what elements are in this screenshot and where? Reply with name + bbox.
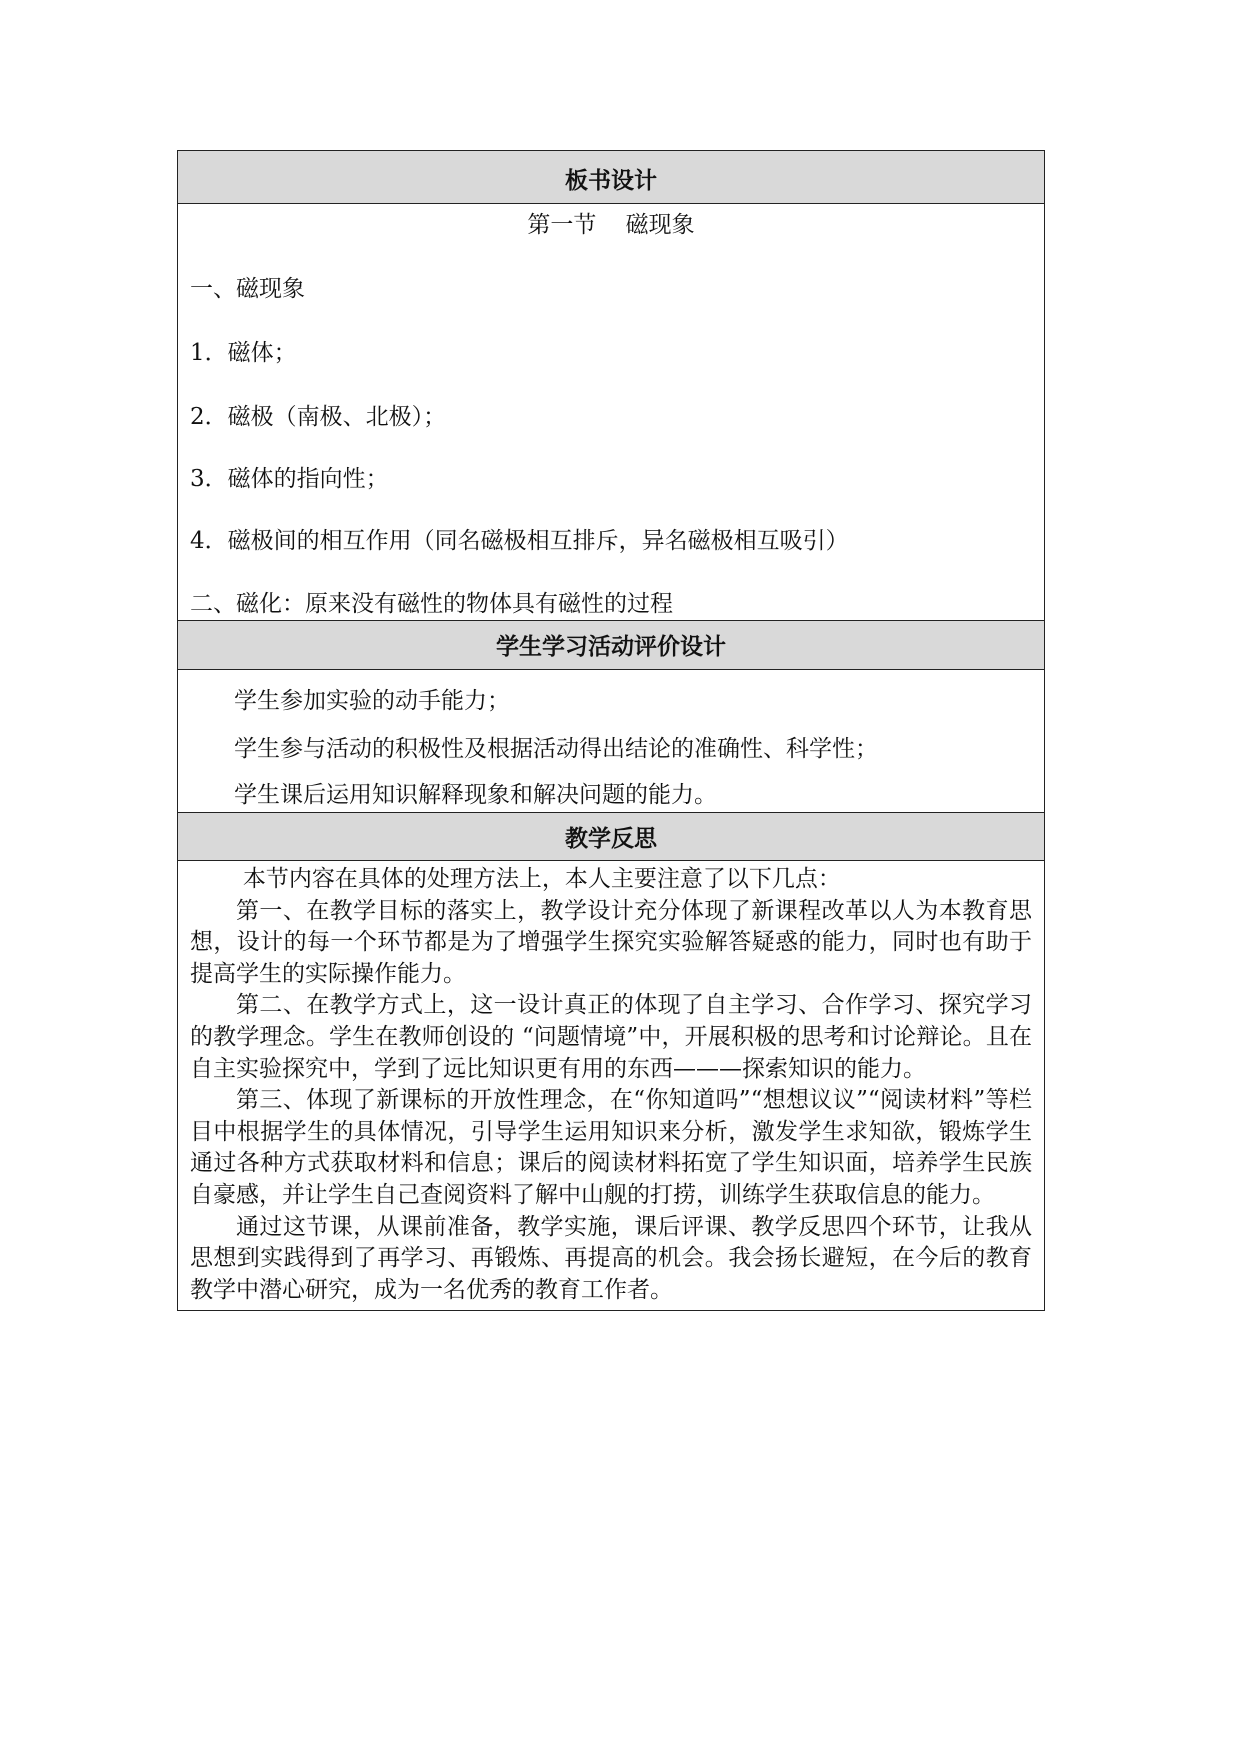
reflection-paragraph: 第三、体现了新课标的开放性理念，在“你知道吗”“想想议议”“阅读材料”等栏目中根据学生的具体情况，引导学生运用知识来分析，激发学生求知欲，锻炼学生通过各种方式获取材料和信息；课后的阅读材料拓宽了学生知识面，培养学生民族自豪感，并让学生自己查阅资料了解中山舰的打捞，训练学生获取信息的能力。 xyxy=(190,1087,1032,1208)
reflection-paragraph: 通过这节课，从课前准备，教学实施，课后评课、教学反思四个环节，让我从思想到实践得到了再学习、再锻炼、再提高的机会。我会扬长避短，在今后的教育教学中潜心研究，成为一名优秀的教育工作者。 xyxy=(190,1213,1032,1303)
board-design-header: 板书设计 xyxy=(178,151,1044,204)
teaching-reflection-header: 教学反思 xyxy=(178,813,1044,861)
reflection-paragraph: 本节内容在具体的处理方法上，本人主要注意了以下几点： xyxy=(242,866,841,892)
evaluation-line: 学生参与活动的积极性及根据活动得出结论的准确性、科学性； xyxy=(234,736,878,762)
board-line: 一、磁现象 xyxy=(190,276,305,302)
evaluation-line: 学生课后运用知识解释现象和解决问题的能力。 xyxy=(234,782,717,808)
evaluation-design-body xyxy=(178,670,1044,813)
lesson-plan-table xyxy=(177,150,1045,1311)
board-line: 4．磁极间的相互作用（同名磁极相互排斥，异名磁极相互吸引） xyxy=(190,528,849,554)
reflection-paragraph: 第二、在教学方式上，这一设计真正的体现了自主学习、合作学习、探究学习的教学理念。学生在教师创设的 “问题情境”中，开展积极的思考和讨论辩论。且在自主实验探究中，学到了远比知识更有用的东西———探索知识的能力。 xyxy=(190,992,1032,1082)
evaluation-design-header: 学生学习活动评价设计 xyxy=(178,621,1044,670)
evaluation-line: 学生参加实验的动手能力； xyxy=(234,688,510,714)
board-line: 2．磁极（南极、北极）； xyxy=(190,404,447,430)
board-design-subtitle: 第一节 磁现象 xyxy=(527,212,695,238)
board-design-body xyxy=(178,204,1044,621)
board-line: 1．磁体； xyxy=(190,340,297,366)
board-line: 二、磁化：原来没有磁性的物体具有磁性的过程 xyxy=(190,591,673,617)
teaching-reflection-body xyxy=(178,861,1044,1310)
board-line: 3．磁体的指向性； xyxy=(190,466,389,492)
reflection-paragraph: 第一、在教学目标的落实上，教学设计充分体现了新课程改革以人为本教育思想，设计的每一个环节都是为了增强学生探究实验解答疑惑的能力，同时也有助于提高学生的实际操作能力。 xyxy=(190,897,1032,987)
